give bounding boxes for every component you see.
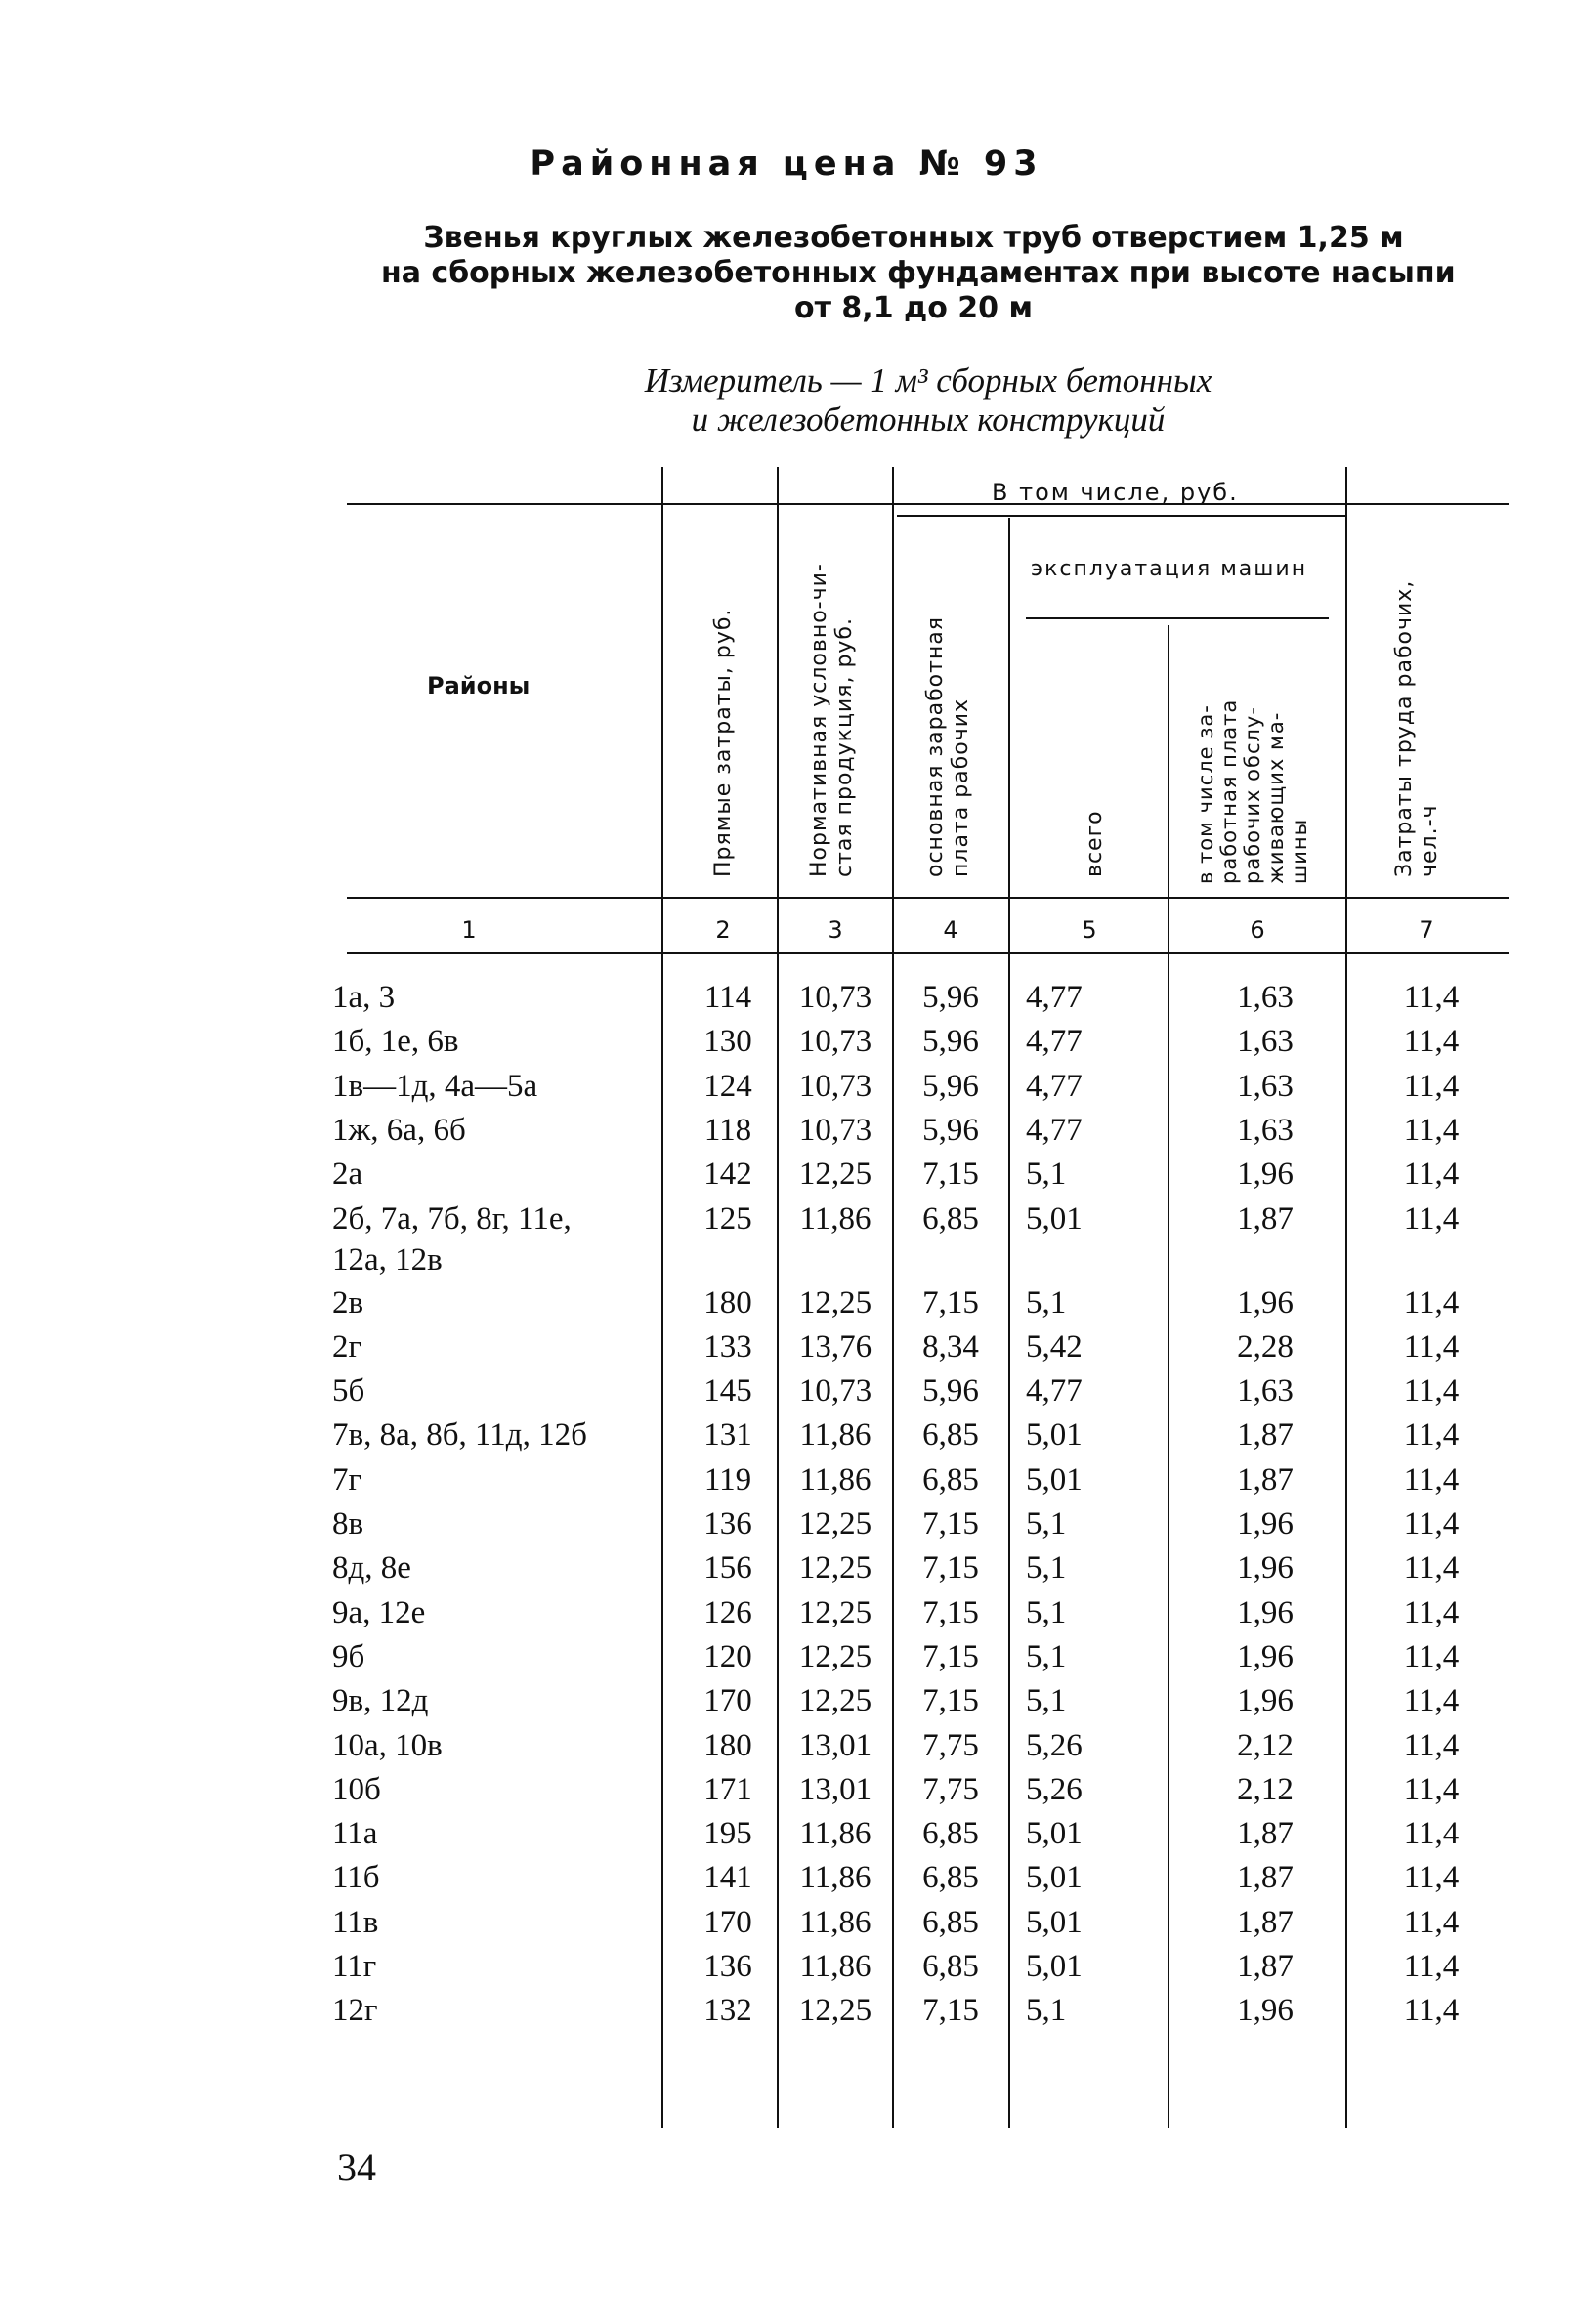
row-machines-total: 5,01 [1026, 1949, 1083, 1985]
row-region: 12г [332, 1993, 378, 2029]
column-number: 5 [1082, 916, 1097, 944]
row-normative: 13,01 [798, 1771, 872, 1807]
row-normative: 11,86 [799, 1461, 872, 1498]
row-region: 8д, 8е [332, 1550, 411, 1586]
table-row [0, 1417, 1573, 1461]
table-row [0, 980, 1573, 1024]
row-base-wage: 5,96 [922, 1112, 979, 1148]
row-machines-wage: 1,63 [1237, 980, 1294, 1015]
table-row [0, 1373, 1573, 1417]
row-direct-costs: 136 [703, 1949, 752, 1985]
row-region: 1в—1д, 4а—5а [332, 1068, 538, 1104]
table-row [0, 1905, 1573, 1949]
row-region: 10б [332, 1771, 381, 1807]
row-base-wage: 7,15 [922, 1638, 979, 1674]
row-machines-total: 5,26 [1026, 1727, 1083, 1763]
including-rule [897, 515, 1346, 517]
table-row [0, 1550, 1573, 1594]
row-normative: 11,86 [799, 1201, 872, 1237]
row-base-wage: 7,15 [922, 1683, 979, 1719]
row-base-wage: 7,75 [922, 1727, 979, 1763]
table-row [0, 1949, 1573, 1993]
row-base-wage: 7,75 [922, 1771, 979, 1807]
row-machines-total: 5,42 [1026, 1329, 1083, 1365]
row-base-wage: 6,85 [922, 1860, 979, 1896]
row-normative: 12,25 [798, 1506, 872, 1542]
row-direct-costs: 130 [703, 1024, 752, 1060]
row-base-wage: 6,85 [922, 1949, 979, 1985]
measure-line: и железобетонных конструкций [691, 401, 1166, 439]
row-machines-wage: 1,63 [1237, 1068, 1294, 1104]
row-region: 7в, 8а, 8б, 11д, 12б [332, 1417, 587, 1454]
table-row [0, 1860, 1573, 1904]
row-region: 9в, 12д [332, 1683, 429, 1719]
row-labor: 11,4 [1403, 1550, 1460, 1586]
row-labor: 11,4 [1403, 1112, 1460, 1148]
row-region: 2а [332, 1157, 363, 1193]
row-machines-wage: 1,96 [1237, 1683, 1294, 1719]
row-base-wage: 6,85 [922, 1816, 979, 1852]
row-region: 5б [332, 1373, 365, 1410]
row-normative: 12,25 [798, 1550, 872, 1586]
row-normative: 10,73 [798, 1112, 872, 1148]
row-normative: 10,73 [798, 1068, 872, 1104]
row-machines-total: 5,1 [1026, 1157, 1067, 1193]
measure-unit [547, 361, 1309, 440]
measure-line: Измеритель — 1 м³ сборных бетонных [644, 361, 1212, 400]
row-region: 2б, 7а, 7б, 8г, 11е, [332, 1201, 572, 1237]
row-direct-costs: 119 [703, 1461, 752, 1498]
row-direct-costs: 118 [703, 1112, 752, 1148]
table-row [0, 1113, 1573, 1157]
row-labor: 11,4 [1403, 1068, 1460, 1104]
row-region: 7г [332, 1461, 362, 1498]
row-region: 9б [332, 1638, 365, 1674]
row-machines-total: 5,1 [1026, 1285, 1067, 1321]
header-machines: эксплуатация машин [1031, 557, 1308, 581]
row-labor: 11,4 [1403, 1771, 1460, 1807]
row-region: 10а, 10в [332, 1727, 443, 1763]
row-labor: 11,4 [1403, 1329, 1460, 1365]
row-labor: 11,4 [1403, 1638, 1460, 1674]
row-machines-wage: 1,87 [1237, 1904, 1294, 1940]
header-including: В том числе, руб. [992, 479, 1239, 506]
row-machines-wage: 1,96 [1237, 1993, 1294, 2029]
row-normative: 11,86 [799, 1949, 872, 1985]
row-normative: 10,73 [798, 1024, 872, 1060]
subtitle-line: от 8,1 до 20 м [793, 291, 1034, 325]
header-total: всего [1083, 810, 1107, 877]
row-machines-wage: 1,96 [1237, 1506, 1294, 1542]
row-base-wage: 5,96 [922, 1373, 979, 1410]
row-base-wage: 5,96 [922, 980, 979, 1015]
header-rule [347, 897, 1509, 899]
row-region: 8в [332, 1506, 364, 1542]
column-number: 6 [1250, 916, 1265, 944]
header-including-wage: в том числе за- работная плата рабочих обслу- живающих ма- шины [1194, 698, 1311, 884]
row-direct-costs: 114 [703, 980, 752, 1015]
header-direct-costs: Прямые затраты, руб. [711, 608, 736, 877]
row-machines-total: 4,77 [1026, 1068, 1083, 1104]
row-normative: 12,25 [798, 1285, 872, 1321]
row-labor: 11,4 [1403, 1285, 1460, 1321]
table-top-rule [347, 503, 1509, 505]
row-machines-wage: 2,12 [1237, 1771, 1294, 1807]
table-row [0, 1069, 1573, 1113]
table-row [0, 1993, 1573, 2037]
row-direct-costs: 124 [703, 1068, 752, 1104]
row-labor: 11,4 [1403, 1683, 1460, 1719]
row-machines-wage: 1,96 [1237, 1594, 1294, 1630]
row-normative: 10,73 [798, 980, 872, 1015]
row-labor: 11,4 [1403, 980, 1460, 1015]
row-labor: 11,4 [1403, 1993, 1460, 2029]
row-region-continued: 12а, 12в [332, 1242, 443, 1278]
row-machines-total: 4,77 [1026, 1373, 1083, 1410]
row-machines-total: 5,1 [1026, 1683, 1067, 1719]
table-row [0, 1639, 1573, 1683]
row-region: 2в [332, 1285, 364, 1321]
table-row [0, 1595, 1573, 1639]
row-region: 1а, 3 [332, 980, 396, 1015]
row-direct-costs: 141 [703, 1860, 752, 1896]
row-machines-total: 5,01 [1026, 1417, 1083, 1454]
row-labor: 11,4 [1403, 1949, 1460, 1985]
row-base-wage: 5,96 [922, 1068, 979, 1104]
row-direct-costs: 120 [703, 1638, 752, 1674]
table-row [0, 1728, 1573, 1772]
column-number: 2 [715, 916, 731, 944]
row-region: 1ж, 6а, 6б [332, 1112, 466, 1148]
row-machines-wage: 1,87 [1237, 1417, 1294, 1454]
row-direct-costs: 145 [703, 1373, 752, 1410]
row-machines-total: 5,01 [1026, 1201, 1083, 1237]
row-machines-wage: 2,28 [1237, 1329, 1294, 1365]
table-row [0, 1462, 1573, 1506]
row-direct-costs: 136 [703, 1506, 752, 1542]
row-region: 11б [332, 1860, 380, 1896]
row-direct-costs: 171 [703, 1771, 752, 1807]
row-direct-costs: 125 [703, 1201, 752, 1237]
row-direct-costs: 126 [703, 1594, 752, 1630]
row-machines-total: 5,1 [1026, 1638, 1067, 1674]
row-labor: 11,4 [1403, 1860, 1460, 1896]
row-region: 11в [332, 1904, 379, 1940]
row-machines-wage: 1,96 [1237, 1638, 1294, 1674]
row-base-wage: 7,15 [922, 1285, 979, 1321]
row-base-wage: 8,34 [922, 1329, 979, 1365]
row-machines-total: 5,1 [1026, 1993, 1067, 2029]
row-region: 11г [332, 1949, 377, 1985]
row-machines-total: 5,01 [1026, 1904, 1083, 1940]
row-machines-total: 5,26 [1026, 1771, 1083, 1807]
table-row [0, 1506, 1573, 1550]
row-normative: 13,01 [798, 1727, 872, 1763]
row-direct-costs: 133 [703, 1329, 752, 1365]
table-row [0, 1683, 1573, 1727]
page-title: Районная цена № 93 [530, 145, 1043, 184]
page-number: 34 [337, 2145, 376, 2189]
row-base-wage: 5,96 [922, 1024, 979, 1060]
row-machines-total: 5,1 [1026, 1594, 1067, 1630]
row-machines-wage: 1,87 [1237, 1201, 1294, 1237]
row-labor: 11,4 [1403, 1201, 1460, 1237]
table-row [0, 1330, 1573, 1373]
row-labor: 11,4 [1403, 1594, 1460, 1630]
row-normative: 13,76 [798, 1329, 872, 1365]
row-machines-total: 5,01 [1026, 1860, 1083, 1896]
colnum-rule [347, 952, 1509, 954]
row-machines-total: 4,77 [1026, 1024, 1083, 1060]
row-direct-costs: 180 [703, 1285, 752, 1321]
row-region: 2г [332, 1329, 362, 1365]
header-normative: Нормативная условно-чи- стая продукция, руб. [807, 563, 857, 877]
header-base-wage: основная заработная плата рабочих [923, 615, 973, 877]
row-base-wage: 7,15 [922, 1506, 979, 1542]
row-normative: 11,86 [799, 1417, 872, 1454]
row-labor: 11,4 [1403, 1157, 1460, 1193]
row-machines-total: 5,01 [1026, 1461, 1083, 1498]
row-direct-costs: 195 [703, 1816, 752, 1852]
column-number: 1 [461, 916, 477, 944]
row-machines-total: 5,01 [1026, 1816, 1083, 1852]
row-machines-total: 5,1 [1026, 1506, 1067, 1542]
subtitle-line: на сборных железобетонных фундаментах при высоте насыпи [381, 256, 1456, 290]
row-machines-wage: 1,63 [1237, 1373, 1294, 1410]
row-machines-wage: 1,63 [1237, 1024, 1294, 1060]
row-normative: 12,25 [798, 1157, 872, 1193]
table-row [0, 1157, 1573, 1201]
row-base-wage: 6,85 [922, 1201, 979, 1237]
row-labor: 11,4 [1403, 1816, 1460, 1852]
column-number: 7 [1419, 916, 1434, 944]
row-region: 1б, 1е, 6в [332, 1024, 459, 1060]
row-region: 11а [332, 1816, 378, 1852]
column-number: 3 [828, 916, 843, 944]
row-base-wage: 6,85 [922, 1461, 979, 1498]
header-regions: Районы [427, 672, 531, 699]
row-machines-total: 5,1 [1026, 1550, 1067, 1586]
row-base-wage: 6,85 [922, 1417, 979, 1454]
subtitle-line: Звенья круглых железобетонных труб отверстием 1,25 м [423, 221, 1404, 255]
row-direct-costs: 170 [703, 1904, 752, 1940]
row-labor: 11,4 [1403, 1727, 1460, 1763]
row-labor: 11,4 [1403, 1461, 1460, 1498]
column-number: 4 [943, 916, 958, 944]
table-row [0, 1024, 1573, 1068]
row-machines-total: 4,77 [1026, 1112, 1083, 1148]
table-row [0, 1286, 1573, 1330]
row-machines-wage: 1,87 [1237, 1949, 1294, 1985]
machines-rule [1026, 617, 1329, 619]
table-row [0, 1201, 1573, 1278]
row-labor: 11,4 [1403, 1904, 1460, 1940]
row-machines-wage: 1,96 [1237, 1550, 1294, 1586]
row-normative: 10,73 [798, 1373, 872, 1410]
row-machines-wage: 2,12 [1237, 1727, 1294, 1763]
row-direct-costs: 131 [703, 1417, 752, 1454]
row-machines-wage: 1,63 [1237, 1112, 1294, 1148]
row-labor: 11,4 [1403, 1024, 1460, 1060]
row-machines-wage: 1,96 [1237, 1285, 1294, 1321]
row-direct-costs: 156 [703, 1550, 752, 1586]
row-direct-costs: 142 [703, 1157, 752, 1193]
row-normative: 11,86 [799, 1816, 872, 1852]
row-normative: 12,25 [798, 1638, 872, 1674]
row-base-wage: 6,85 [922, 1904, 979, 1940]
row-machines-wage: 1,87 [1237, 1816, 1294, 1852]
row-labor: 11,4 [1403, 1506, 1460, 1542]
row-machines-total: 4,77 [1026, 980, 1083, 1015]
row-direct-costs: 180 [703, 1727, 752, 1763]
row-normative: 11,86 [799, 1860, 872, 1896]
header-labor: Затраты труда рабочих, чел.-ч [1392, 579, 1442, 877]
row-normative: 12,25 [798, 1993, 872, 2029]
row-normative: 12,25 [798, 1594, 872, 1630]
row-direct-costs: 170 [703, 1683, 752, 1719]
row-base-wage: 7,15 [922, 1550, 979, 1586]
row-normative: 12,25 [798, 1683, 872, 1719]
row-base-wage: 7,15 [922, 1993, 979, 2029]
row-machines-wage: 1,87 [1237, 1860, 1294, 1896]
row-direct-costs: 132 [703, 1993, 752, 2029]
table-row [0, 1816, 1573, 1860]
row-normative: 11,86 [799, 1904, 872, 1940]
row-labor: 11,4 [1403, 1373, 1460, 1410]
row-labor: 11,4 [1403, 1417, 1460, 1454]
table-row [0, 1772, 1573, 1816]
row-machines-wage: 1,87 [1237, 1461, 1294, 1498]
subtitle [381, 221, 1456, 326]
row-base-wage: 7,15 [922, 1594, 979, 1630]
row-region: 9а, 12е [332, 1594, 426, 1630]
row-machines-wage: 1,96 [1237, 1157, 1294, 1193]
row-base-wage: 7,15 [922, 1157, 979, 1193]
